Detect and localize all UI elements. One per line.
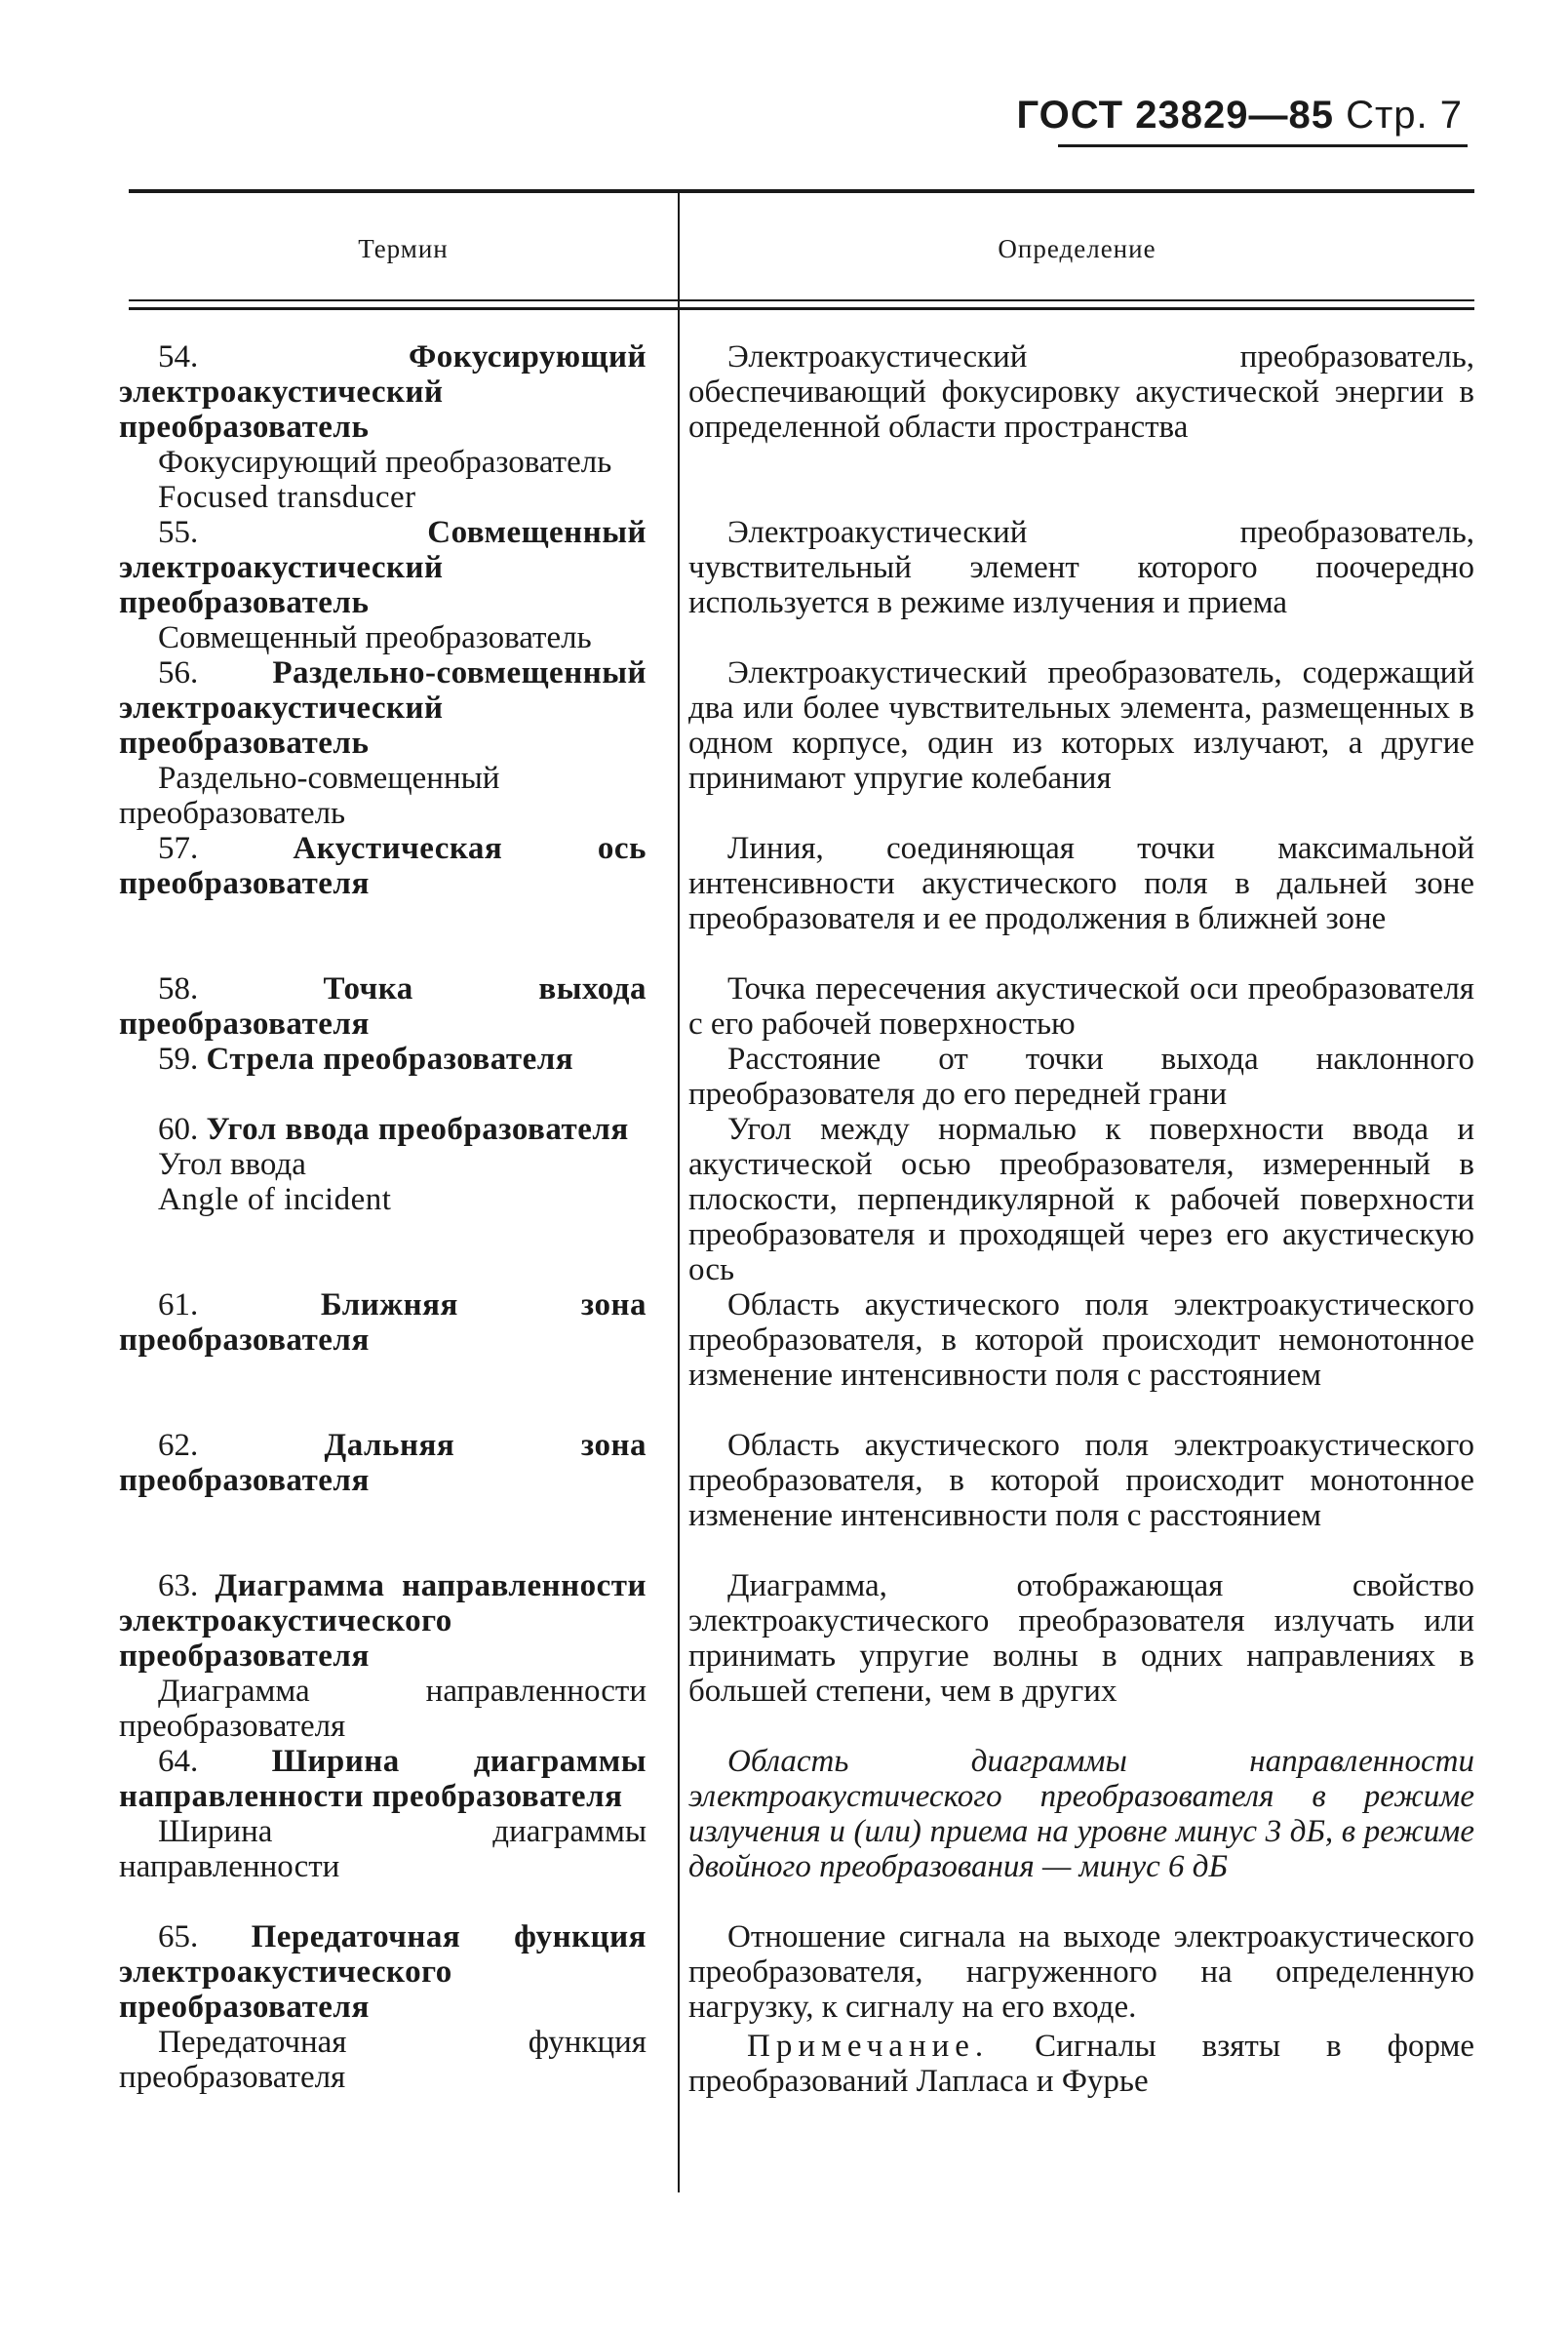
definition-text: Диаграмма, отображающая свойство электроакустического преобразователя излучать или принимать упругие волны в одних направлениях в большей степени, чем в других — [688, 1568, 1474, 1709]
term-short-form: Передаточная функция преобразователя — [119, 2025, 647, 2095]
term-name: Ширина диаграммы направленности преобразователя — [119, 1744, 647, 1814]
term-short-form: Фокусирующий преобразователь — [158, 445, 612, 480]
term-name: Ближняя зона преобразователя — [119, 1287, 647, 1358]
definition-cell — [688, 655, 1474, 796]
definition-cell — [688, 1568, 1474, 1709]
definition-cell — [688, 1112, 1474, 1287]
term-cell — [119, 1568, 647, 1744]
term-name: Совмещенный электроакустический преобразователь — [119, 515, 647, 620]
term-short-form: Совмещенный преобразователь — [158, 620, 592, 655]
term-title — [119, 1042, 647, 1077]
term-short-form: Ширина диаграммы направленности — [119, 1814, 647, 1884]
term-english: Angle of incident — [158, 1182, 392, 1217]
term-title — [119, 1428, 647, 1498]
table-top-rule — [129, 189, 1474, 193]
term-title — [119, 1112, 647, 1147]
term-cell — [119, 1112, 647, 1217]
definition-text: Отношение сигнала на выходе электроакустического преобразователя, нагруженного на определенную нагрузку, к сигналу на его входе. — [688, 1919, 1474, 2025]
term-number: 56. — [158, 655, 199, 691]
definition-cell — [688, 339, 1474, 445]
definition-text: Область акустического поля электроакустического преобразователя, в которой происходит монотонное изменение интенсивности поля с расстоянием — [688, 1428, 1474, 1533]
note-label: Примечание. — [747, 2029, 990, 2064]
term-title — [119, 831, 647, 901]
term-name: Стрела преобразователя — [206, 1042, 574, 1077]
term-title — [119, 1287, 647, 1358]
definition-text: Угол между нормалью к поверхности ввода и акустической осью преобразователя, измеренный в плоскости, перпендикулярной к рабочей поверхности преобразователя и проходящей через его акустическую ось — [688, 1112, 1474, 1287]
term-cell — [119, 515, 647, 655]
term-cell — [119, 1428, 647, 1498]
term-title — [119, 971, 647, 1042]
term-name: Фокусирующий электроакустический преобразователь — [119, 339, 647, 445]
term-name: Дальняя зона преобразователя — [119, 1428, 647, 1498]
definition-text: Электроакустический преобразователь, обеспечивающий фокусировку акустической энергии в определенной области пространства — [688, 339, 1474, 445]
note-text: Сигналы взяты в форме преобразований Лапласа и Фурье — [688, 2029, 1474, 2099]
definition-cell — [688, 1042, 1474, 1112]
term-number: 63. — [158, 1568, 199, 1603]
definition-cell — [688, 831, 1474, 936]
page-header — [1017, 94, 1463, 138]
term-title — [119, 1919, 647, 2025]
definition-cell — [688, 1287, 1474, 1393]
header-rule — [1058, 144, 1468, 147]
term-number: 59. — [158, 1042, 199, 1077]
definition-cell — [688, 971, 1474, 1042]
term-name: Точка выхода преобразователя — [119, 971, 647, 1042]
term-short-form: Раздельно-совмещенный преобразователь — [119, 761, 500, 831]
term-cell — [119, 655, 647, 831]
term-name: Угол ввода преобразователя — [206, 1112, 629, 1147]
definition-cell — [688, 1744, 1474, 1884]
definition-cell — [688, 1428, 1474, 1533]
term-name: Раздельно-совмещенный электроакустический преобразователь — [119, 655, 647, 761]
term-name: Диаграмма направленности электроакустического преобразователя — [119, 1568, 647, 1674]
term-title — [119, 1568, 647, 1674]
term-number: 54. — [158, 339, 199, 375]
definition-text: Область акустического поля электроакустического преобразователя, в которой происходит немонотонное изменение интенсивности поля с расстоянием — [688, 1287, 1474, 1393]
term-short-form: Диаграмма направленности преобразователя — [119, 1674, 647, 1744]
term-cell — [119, 339, 647, 515]
term-cell — [119, 831, 647, 901]
term-number: 58. — [158, 971, 199, 1007]
term-number: 62. — [158, 1428, 199, 1463]
definition-cell — [688, 515, 1474, 620]
term-number: 55. — [158, 515, 199, 550]
term-title — [119, 1744, 647, 1814]
definition-text: Электроакустический преобразователь, чувствительный элемент которого поочередно используется в режиме излучения и приема — [688, 515, 1474, 620]
term-cell — [119, 1042, 647, 1077]
term-english: Focused transducer — [158, 480, 416, 515]
term-cell — [119, 1744, 647, 1884]
term-number: 57. — [158, 831, 199, 866]
term-title — [119, 515, 647, 620]
term-title — [119, 655, 647, 761]
standard-number: ГОСТ 23829—85 — [1016, 94, 1334, 137]
term-number: 60. — [158, 1112, 199, 1147]
header-separator-rule — [129, 299, 1474, 301]
term-name: Акустическая ось преобразователя — [119, 831, 647, 901]
definition-text: Точка пересечения акустической оси преобразователя с его рабочей поверхностью — [688, 971, 1474, 1042]
term-number: 61. — [158, 1287, 199, 1322]
definition-text: Область диаграммы направленности электроакустического преобразователя в режиме излучения и (или) приема на уровне минус 3 дБ, в режиме двойного преобразования — минус 6 дБ — [688, 1744, 1474, 1884]
term-cell — [119, 1287, 647, 1358]
term-cell — [119, 1919, 647, 2095]
term-short-form: Угол ввода — [158, 1147, 306, 1182]
column-header-definition: Определение — [998, 234, 1156, 263]
column-header-term: Термин — [358, 234, 449, 263]
column-divider — [678, 193, 680, 2192]
header-separator-rule-2 — [129, 307, 1474, 310]
term-number: 64. — [158, 1744, 199, 1779]
page-number: Стр. 7 — [1346, 94, 1463, 137]
term-cell — [119, 971, 647, 1042]
definition-text: Расстояние от точки выхода наклонного преобразователя до его передней грани — [688, 1042, 1474, 1112]
term-title — [119, 339, 647, 445]
term-number: 65. — [158, 1919, 199, 1954]
term-name: Передаточная функция электроакустического преобразователя — [119, 1919, 647, 2025]
definition-cell — [688, 1919, 1474, 2099]
definition-text: Линия, соединяющая точки максимальной интенсивности акустического поля в дальней зоне преобразователя и ее продолжения в ближней зоне — [688, 831, 1474, 936]
definition-text: Электроакустический преобразователь, содержащий два или более чувствительных элемента, размещенных в одном корпусе, один из которых излучают, а другие принимают упругие колебания — [688, 655, 1474, 796]
definition-note — [688, 2029, 1474, 2099]
